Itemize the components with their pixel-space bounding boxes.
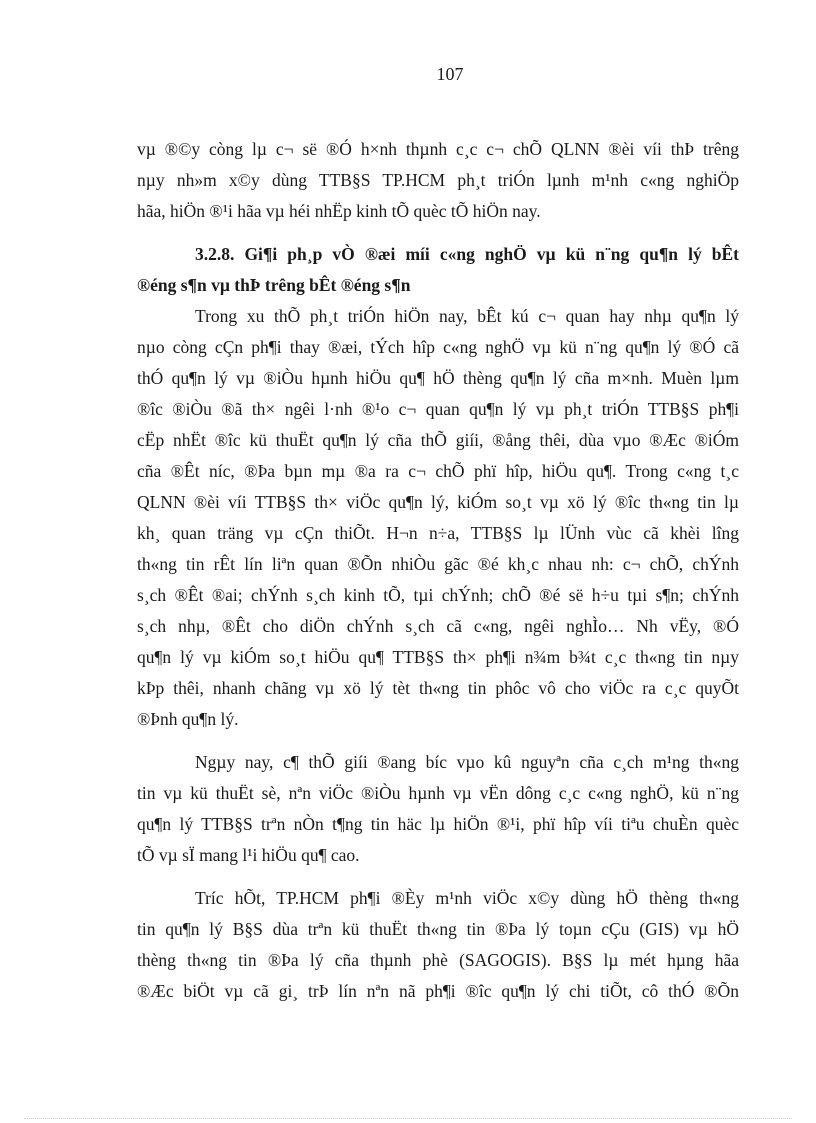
text-line: vµ ®©y còng lµ c¬ së ®Ó h×nh thµnh c¸c c¬ chÕ QLNN ®èi víi thÞ trêng xyxy=(137,139,739,159)
page-bottom-rule xyxy=(24,1118,792,1119)
paragraph-gap xyxy=(137,227,739,239)
section-heading-line: 3.2.8. Gi¶i ph¸p vÒ ®æi míi c«ng nghÖ vµ kü n¨ng qu¶n lý bÊt xyxy=(195,244,739,264)
section-heading-line: ®éng s¶n vµ thÞ trêng bÊt ®éng s¶n xyxy=(137,275,411,295)
text-line: tin vµ kü thuËt sè, nªn viÖc ®iÒu hµnh vµ vËn dông c¸c c«ng nghÖ, kü n¨ng xyxy=(137,783,739,803)
text-line: th«ng tin rÊt lín liªn quan ®Õn nhiÒu gãc ®é kh¸c nhau nh: c¬ chÕ, chÝnh xyxy=(137,554,739,574)
text-line: cËp nhËt ®îc kü thuËt qu¶n lý cña thÕ giíi, ®ång thêi, dùa vµo ®Æc ®iÓm xyxy=(137,430,739,450)
text-line: thèng th«ng tin ®Þa lý cña thµnh phè (SAGOGIS). B§S lµ mét hµng hãa xyxy=(137,950,739,970)
text-line: hãa, hiÖn ®¹i hãa vµ héi nhËp kinh tÕ quèc tÕ hiÖn nay. xyxy=(137,201,541,221)
text-line: s¸ch ®Êt ®ai; chÝnh s¸ch kinh tÕ, tµi chÝnh; chÕ ®é së h÷u tµi s¶n; chÝnh xyxy=(137,585,739,605)
text-line: Ngµy nay, c¶ thÕ giíi ®ang bíc vµo kû nguyªn cña c¸ch m¹ng th«ng xyxy=(195,752,739,772)
text-line: ®îc ®iÒu ®ã th× ngêi l·nh ®¹o c¬ quan qu¶n lý vµ ph¸t triÓn TTB§S ph¶i xyxy=(137,399,739,419)
text-line: kÞp thêi, nhanh chãng vµ xö lý tèt th«ng tin phôc vô cho viÖc ra c¸c quyÕt xyxy=(137,678,739,698)
text-line: thÓ qu¶n lý vµ ®iÒu hµnh hiÖu qu¶ hÖ thèng qu¶n lý cña m×nh. Muèn lµm xyxy=(137,368,739,388)
text-line: Trong xu thÕ ph¸t triÓn hiÖn nay, bÊt kú c¬ quan hay nhµ qu¶n lý xyxy=(195,306,739,326)
text-line: ®Æc biÖt vµ cã gi¸ trÞ lín nªn nã ph¶i ®îc qu¶n lý chi tiÕt, cô thÓ ®Õn xyxy=(137,981,739,1001)
text-line: Tríc hÕt, TP.HCM ph¶i ®Èy m¹nh viÖc x©y dùng hÖ thèng th«ng xyxy=(195,888,739,908)
text-line: s¸ch nhµ, ®Êt cho diÖn chÝnh s¸ch cã c«ng, ngêi nghÌo… Nh vËy, ®Ó xyxy=(137,616,739,636)
text-line: tin qu¶n lý B§S dùa trªn kü thuËt th«ng tin ®Þa lý toµn cÇu (GIS) vµ hÖ xyxy=(137,919,739,939)
text-line: cña ®Êt níc, ®Þa bµn mµ ®a ra c¬ chÕ phï hîp, hiÖu qu¶. Trong c«ng t¸c xyxy=(137,461,739,481)
page-number: 107 xyxy=(436,64,464,84)
text-line: ®Þnh qu¶n lý. xyxy=(137,709,239,729)
text-line: tÕ vµ sÏ mang l¹i hiÖu qu¶ cao. xyxy=(137,845,360,865)
paragraph-gap xyxy=(137,735,739,747)
text-line: nµo còng cÇn ph¶i thay ®æi, tÝch hîp c«ng nghÖ vµ kü n¨ng qu¶n lý ®Ó cã xyxy=(137,337,739,357)
text-line: QLNN ®èi víi TTB§S th× viÖc qu¶n lý, kiÓm so¸t vµ xö lý ®îc th«ng tin lµ xyxy=(137,492,739,512)
text-line: nµy nh»m x©y dùng TTB§S TP.HCM ph¸t triÓn lµnh m¹nh c«ng nghiÖp xyxy=(137,170,739,190)
paragraph-gap xyxy=(137,871,739,883)
text-line: qu¶n lý vµ kiÓm so¸t hiÖu qu¶ TTB§S th× ph¶i n¾m b¾t c¸c th«ng tin nµy xyxy=(137,647,739,667)
text-line: kh¸ quan träng vµ cÇn thiÕt. H¬n n÷a, TTB§S lµ lÜnh vùc cã khèi lîng xyxy=(137,523,739,543)
document-body xyxy=(137,134,739,1007)
text-line: qu¶n lý TTB§S trªn nÒn t¶ng tin häc lµ hiÖn ®¹i, phï hîp víi tiªu chuÈn quèc xyxy=(137,814,739,834)
